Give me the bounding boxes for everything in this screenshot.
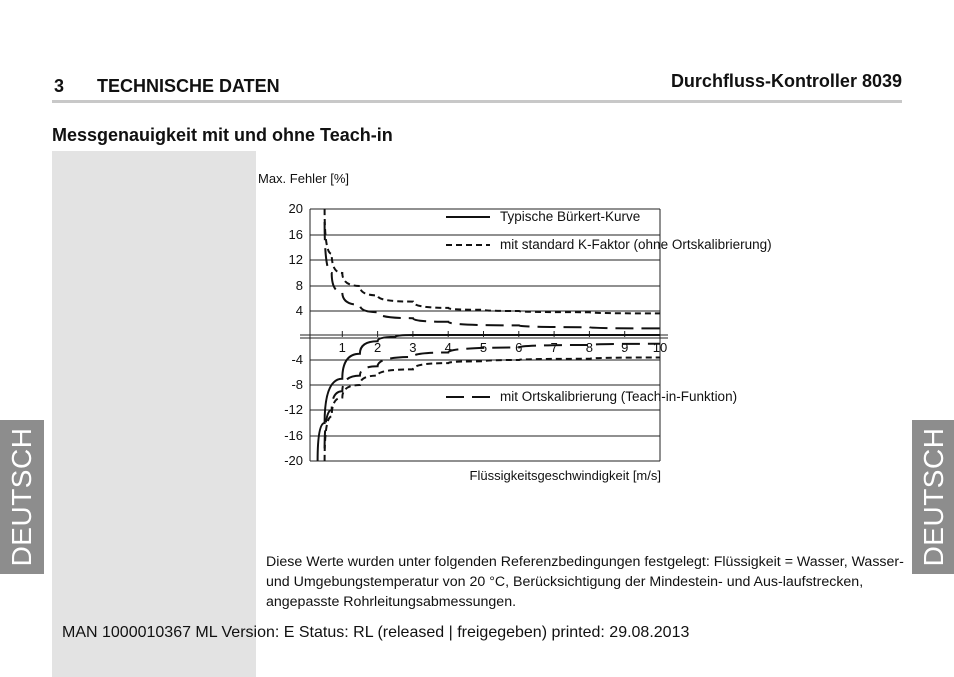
legend-label: mit Ortskalibrierung (Teach-in-Funktion) (500, 389, 738, 404)
section-number: 3 (54, 76, 65, 96)
series-line-dotted (325, 209, 660, 313)
y-tick-label: -8 (291, 377, 303, 392)
y-tick-label: 20 (288, 201, 303, 216)
document-footer: MAN 1000010367 ML Version: E Status: RL (released | freigegeben) printed: 29.08.2013 (62, 624, 690, 641)
subheading: Messgenauigkeit mit und ohne Teach-in (52, 125, 393, 145)
y-axis-label: Max. Fehler [%] (258, 171, 350, 186)
x-tick-label: 2 (373, 340, 382, 355)
x-tick-label: 5 (479, 340, 488, 355)
legend-label: Typische Bürkert-Kurve (500, 209, 641, 224)
x-tick-label: 9 (621, 340, 629, 355)
y-tick-label: 8 (295, 278, 303, 293)
language-tab-label: DEUTSCH (918, 427, 949, 567)
reference-note: Diese Werte wurden unter folgenden Referenzbedingungen festgelegt: Flüssigkeit = Wasser, Wasser- und Umgebungstemperatur von 20 °C, Berücksichtigung der Mindestein- und Aus-laufstrecken, angepasste Rohrleitungsabmessungen. (266, 554, 904, 610)
chart-legend (446, 209, 772, 404)
x-tick-label: 3 (409, 340, 417, 355)
y-tick-label: 16 (288, 227, 303, 242)
y-tick-label: -12 (284, 402, 303, 417)
language-tab-label: DEUTSCH (6, 427, 37, 567)
x-tick-label: 10 (652, 340, 668, 355)
y-tick-label: -4 (291, 352, 303, 367)
section-title: TECHNISCHE DATEN (97, 76, 280, 96)
y-tick-label: 4 (295, 303, 303, 318)
legend-label: mit standard K-Faktor (ohne Ortskalibrierung) (500, 237, 772, 252)
x-tick-label: 4 (444, 340, 452, 355)
x-tick-label: 6 (515, 340, 523, 355)
y-tick-label: -20 (284, 453, 303, 468)
x-tick-label: 8 (585, 340, 594, 355)
product-title: Durchfluss-Kontroller 8039 (670, 71, 902, 91)
x-axis-label: Flüssigkeitsgeschwindigkeit [m/s] (469, 468, 661, 483)
series-line-dotted (325, 358, 660, 462)
x-tick-label: 7 (550, 340, 558, 355)
y-tick-label: -16 (284, 428, 303, 443)
x-tick-label: 1 (338, 340, 346, 355)
y-tick-label: 12 (288, 252, 303, 267)
